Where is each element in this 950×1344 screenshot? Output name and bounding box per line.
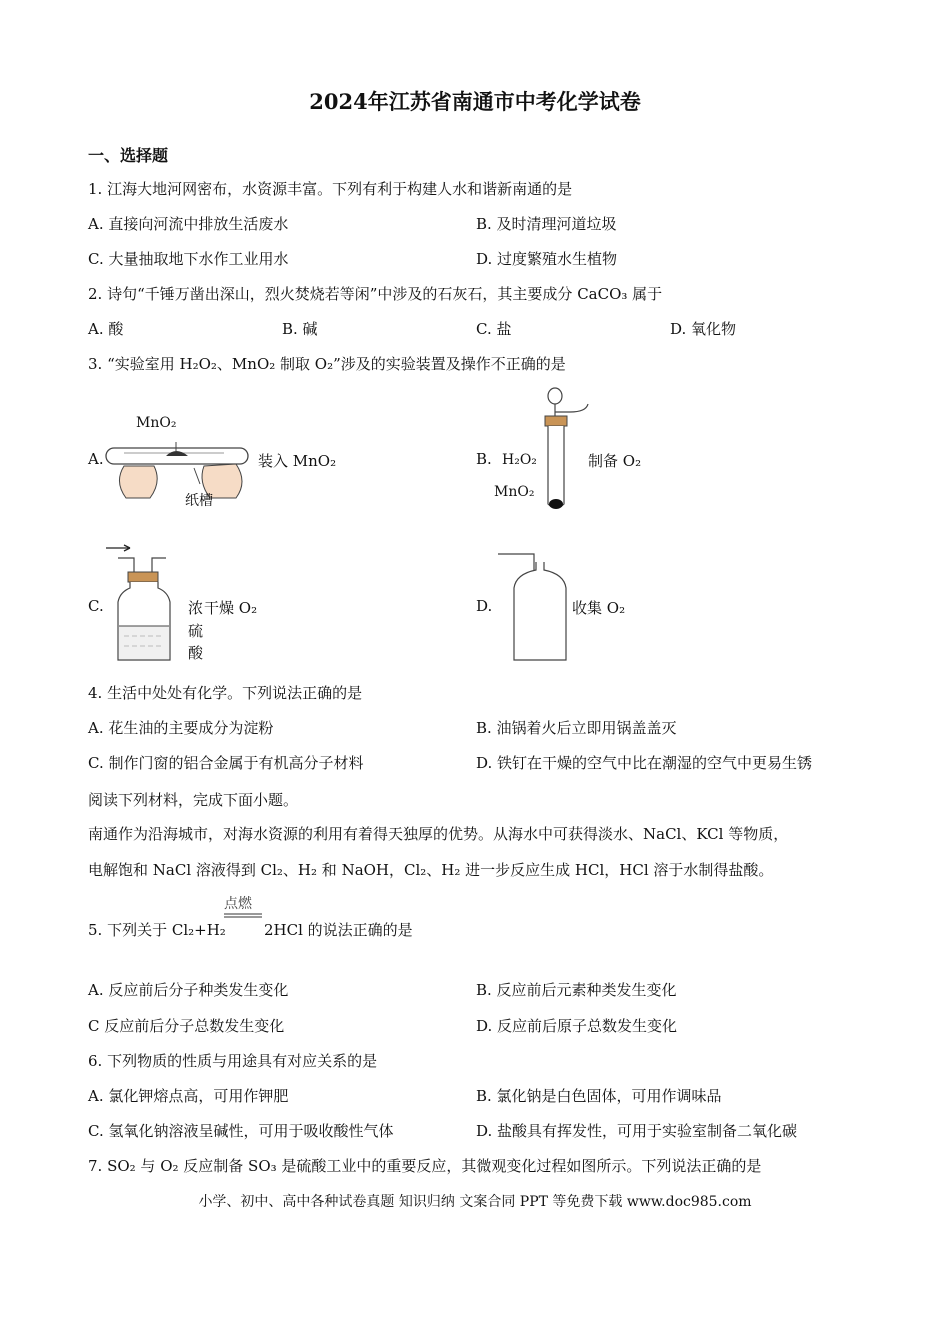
q3-option-d-caption: 收集 O₂ [572, 599, 626, 617]
page-title: 2024年江苏省南通市中考化学试卷 [309, 89, 641, 114]
reading-intro: 阅读下列材料，完成下面小题。 [88, 791, 299, 809]
q6-option-c: C. 氢氧化钠溶液呈碱性，可用于吸收酸性气体 [88, 1122, 394, 1140]
q3-option-a-caption: 装入 MnO₂ [258, 452, 337, 470]
q6-option-d: D. 盐酸具有挥发性，可用于实验室制备二氧化碳 [476, 1122, 798, 1140]
figure-c-acid-label-1: 浓 [188, 599, 204, 617]
question-5-stem-post: 2HCl 的说法正确的是 [264, 921, 413, 939]
question-3-stem: 3. “实验室用 H₂O₂、MnO₂ 制取 O₂”涉及的实验装置及操作不正确的是 [88, 355, 566, 373]
question-7-stem: 7. SO₂ 与 O₂ 反应制备 SO₃ 是硫酸工业中的重要反应，其微观变化过程如图所示。下列说法正确的是 [88, 1157, 762, 1175]
page-footer: 小学、初中、高中各种试卷真题 知识归纳 文案合同 PPT 等免费下载 www.doc985.com [198, 1194, 752, 1210]
q2-option-b: B. 碱 [282, 320, 318, 338]
figure-a-trough-label: 纸槽 [185, 493, 213, 509]
q4-option-d: D. 铁钉在干燥的空气中比在潮湿的空气中更易生锈 [476, 754, 813, 772]
question-6-stem: 6. 下列物质的性质与用途具有对应关系的是 [88, 1052, 378, 1070]
q5-option-b: B. 反应前后元素种类发生变化 [476, 981, 677, 999]
section-heading: 一、选择题 [88, 146, 169, 165]
question-2-stem: 2. 诗句“千锤万凿出深山，烈火焚烧若等闲”中涉及的石灰石，其主要成分 CaCO₃ 属于 [88, 285, 663, 303]
figure-b-mno2-label: MnO₂ [494, 484, 535, 500]
figure-c-acid-label-2: 硫 [188, 622, 204, 640]
q1-option-c: C. 大量抽取地下水作工业用水 [88, 250, 289, 268]
q5-option-a: A. 反应前后分子种类发生变化 [88, 981, 289, 999]
reading-line-2: 电解饱和 NaCl 溶液得到 Cl₂、H₂ 和 NaOH，Cl₂、H₂ 进一步反应生成 HCl，HCl 溶于水制得盐酸。 [88, 861, 774, 879]
equals-sign [224, 913, 264, 919]
figure-b-h2o2-label: H₂O₂ [502, 452, 537, 468]
figure-d-collecting-bottle [496, 548, 576, 663]
question-5-stem-pre: 5. 下列关于 Cl₂+H₂ [88, 921, 226, 939]
reading-line-1: 南通作为沿海城市，对海水资源的利用有着得天独厚的优势。从海水中可获得淡水、NaCl、KCl 等物质， [88, 825, 789, 843]
q3-option-d-letter: D. [476, 597, 493, 615]
q1-option-d: D. 过度繁殖水生植物 [476, 250, 618, 268]
q3-option-a-letter: A. [88, 450, 104, 468]
q1-option-b: B. 及时清理河道垃圾 [476, 215, 617, 233]
q2-option-c: C. 盐 [476, 320, 512, 338]
q3-option-c-letter: C. [88, 597, 104, 615]
q5-option-d: D. 反应前后原子总数发生变化 [476, 1017, 678, 1035]
q3-option-b-letter: B. [476, 450, 492, 468]
q6-option-b: B. 氯化钠是白色固体，可用作调味品 [476, 1087, 722, 1105]
q4-option-a: A. 花生油的主要成分为淀粉 [88, 719, 274, 737]
reaction-condition: 点燃 [224, 896, 252, 912]
question-4-stem: 4. 生活中处处有化学。下列说法正确的是 [88, 684, 363, 702]
q3-option-c-caption: 干燥 O₂ [204, 599, 258, 617]
q1-option-a: A. 直接向河流中排放生活废水 [88, 215, 289, 233]
q4-option-c: C. 制作门窗的铝合金属于有机高分子材料 [88, 754, 364, 772]
q2-option-d: D. 氧化物 [670, 320, 737, 338]
figure-c-drying-bottle [104, 540, 194, 665]
q6-option-a: A. 氯化钾熔点高，可用作钾肥 [88, 1087, 289, 1105]
figure-a-mno2-label: MnO₂ [136, 415, 177, 431]
figure-c-acid-label-3: 酸 [188, 644, 204, 662]
question-1-stem: 1. 江海大地河网密布，水资源丰富。下列有利于构建人水和谐新南通的是 [88, 180, 573, 198]
q3-option-b-caption: 制备 O₂ [588, 452, 642, 470]
figure-a-test-tube-loading [104, 412, 254, 512]
q5-option-c: C 反应前后分子总数发生变化 [88, 1017, 285, 1035]
q4-option-b: B. 油锅着火后立即用锅盖盖灭 [476, 719, 677, 737]
q2-option-a: A. 酸 [88, 320, 124, 338]
